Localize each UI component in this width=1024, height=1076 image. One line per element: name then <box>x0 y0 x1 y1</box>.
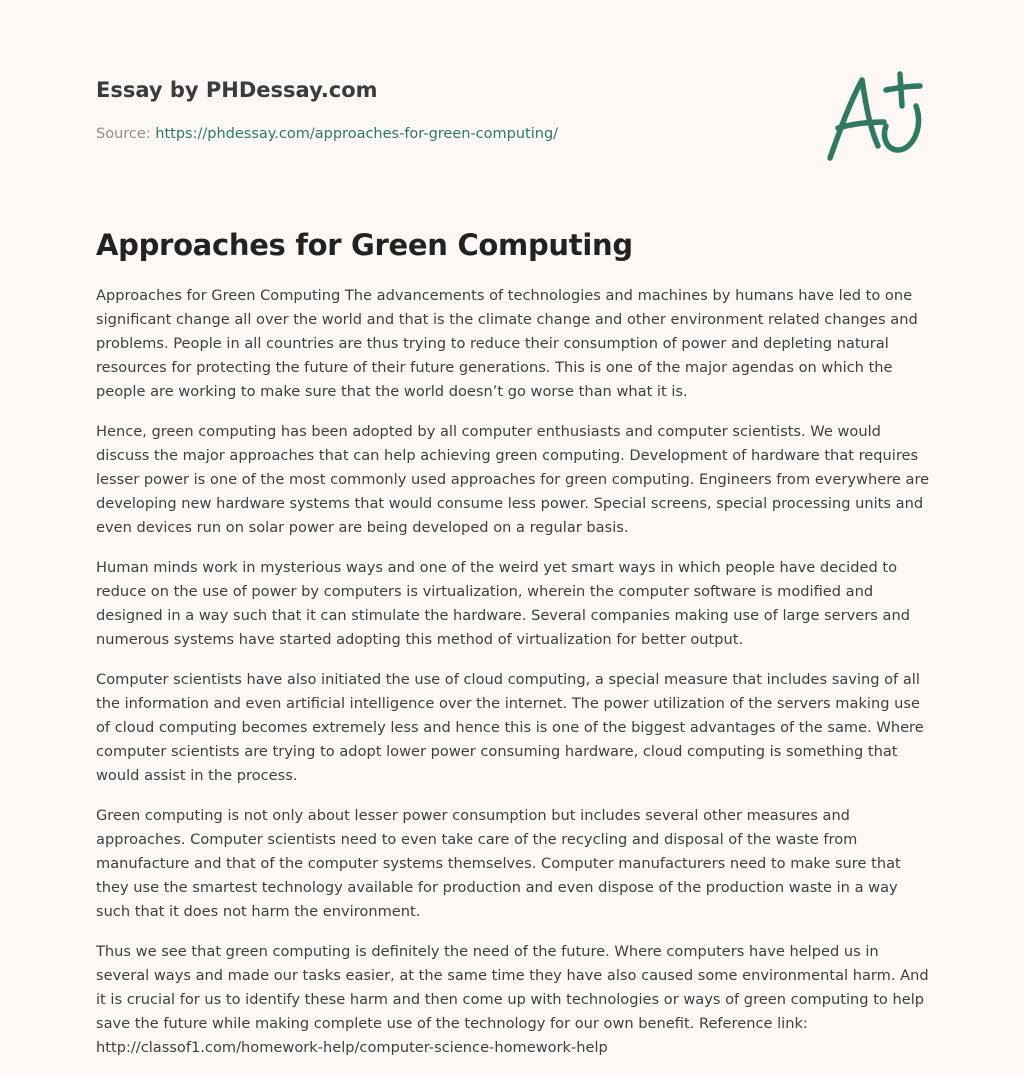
source-line <box>96 124 796 144</box>
source-label: Source: <box>96 126 151 142</box>
article-body <box>96 284 932 1076</box>
a-plus-logo-icon <box>820 66 930 166</box>
paragraph: Hence, green computing has been adopted by all computer enthusiasts and computer scientists. We would discuss the major approaches that can help achieving green computing. Development of hardware that requires lesser power is one of the most commonly used approaches for green computing. Engineers from everywhere are developing new hardware systems that would consume less power. Special screens, special processing units and even devices run on solar power are being developed on a regular basis. <box>96 423 930 536</box>
paragraph: Thus we see that green computing is definitely the need of the future. Where computers have helped us in several ways and made our tasks easier, at the same time they have also caused some environmental harm. And it is crucial for us to identify these harm and then come up with technologies or ways of green computing to help save the future while making complete use of the technology for our own benefit. Reference link: http://classof1.com/homework-help/computer-science-homework-help <box>96 943 929 1056</box>
paragraph: Human minds work in mysterious ways and one of the weird yet smart ways in which people have decided to reduce on the use of power by computers is virtualization, wherein the computer software is modified and designed in a way such that it can stimulate the hardware. Several companies making use of large servers and numerous systems have started adopting this method of virtualization for better output. <box>96 559 910 648</box>
paragraph: Computer scientists have also initiated the use of cloud computing, a special measure that includes saving of all the information and even artificial intelligence over the internet. The power utilization of the servers making use of cloud computing becomes extremely less and hence this is one of the biggest advantages of the same. Where computer scientists are trying to adopt lower power consuming hardware, cloud computing is something that would assist in the process. <box>96 671 924 784</box>
brand-title: Essay by PHDessay.com <box>96 78 378 102</box>
page-header <box>96 76 796 144</box>
paragraph: Green computing is not only about lesser power consumption but includes several other measures and approaches. Computer scientists need to even take care of the recycling and disposal of the waste from manufacture and that of the computer systems themselves. Computer manufacturers need to make sure that they use the smartest technology available for production and even dispose of the production waste in a way such that it does not harm the environment. <box>96 807 901 920</box>
source-link[interactable]: https://phdessay.com/approaches-for-green-computing/ <box>155 126 559 142</box>
paragraph: Approaches for Green Computing The advancements of technologies and machines by humans have led to one significant change all over the world and that is the climate change and other environment related changes and problems. People in all countries are thus trying to reduce their consumption of power and depleting natural resources for protecting the future of their future generations. This is one of the major agendas on which the people are working to make sure that the world doesn’t go worse than what it is. <box>96 287 918 400</box>
article-title: Approaches for Green Computing <box>96 228 633 262</box>
